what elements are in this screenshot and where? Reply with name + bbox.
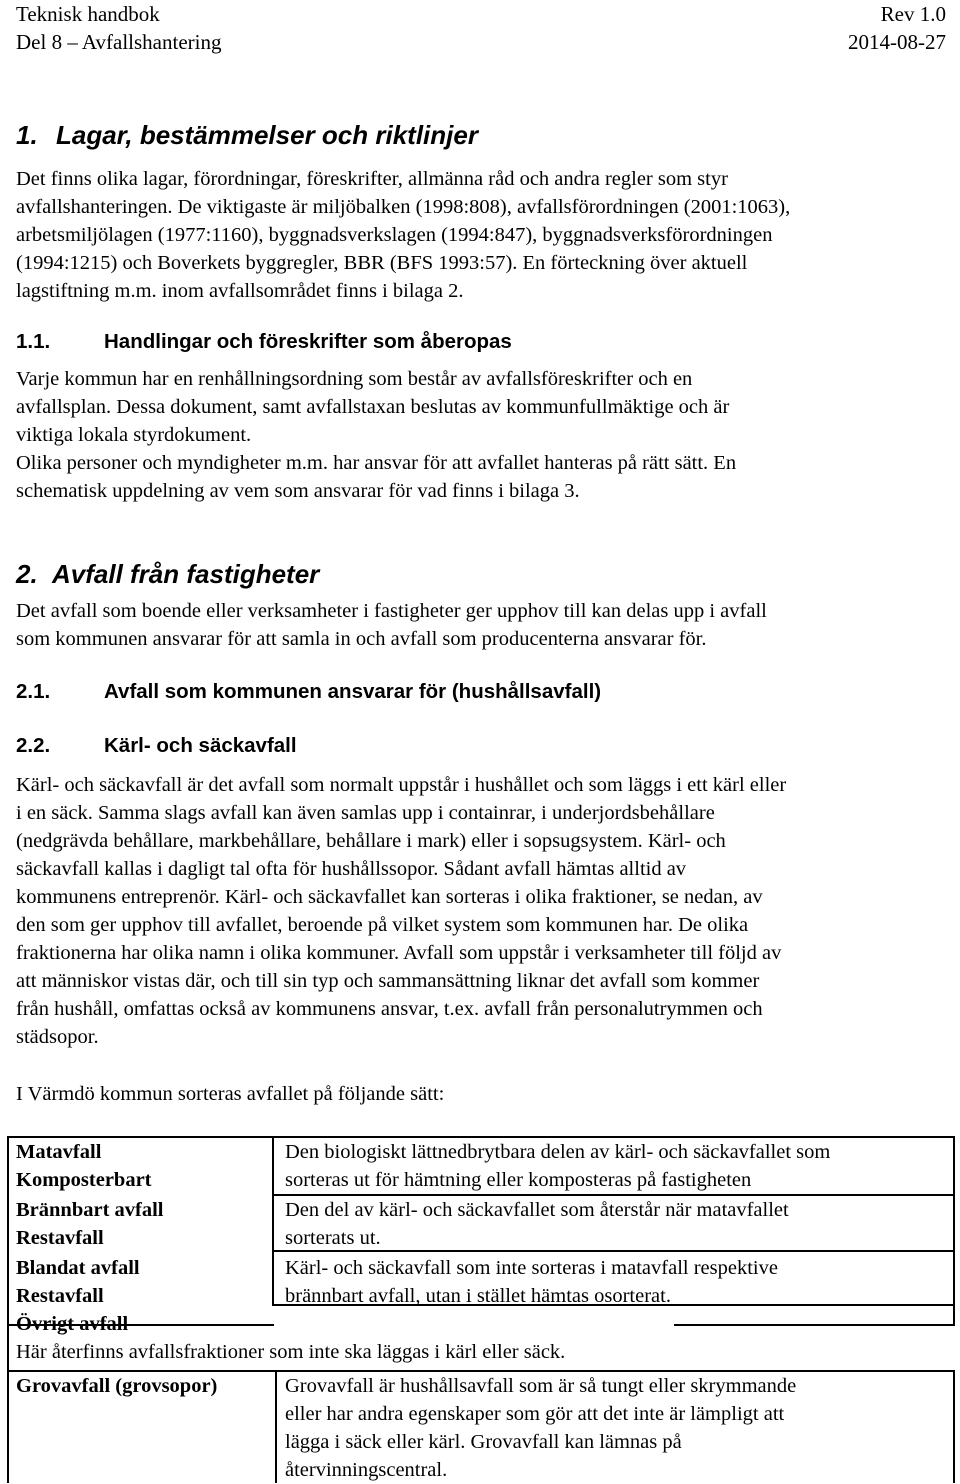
table-border-right (953, 1136, 955, 1324)
section-1-line: lagstiftning m.m. inom avfallsområdet finns i bilaga 2. (16, 280, 464, 302)
section-1-number: 1. (16, 120, 38, 150)
section-1-title: Lagar, bestämmelser och riktlinjer (56, 120, 478, 150)
section-2-2-line: Kärl- och säckavfall är det avfall som normalt uppstår i hushållet och som läggs i ett kärl eller (16, 774, 787, 796)
table-row-3-description: Kärl- och säckavfall som inte sorteras i matavfall respektive brännbart avfall, utan i stället hämtas osorterat. (285, 1257, 778, 1307)
section-1-1-line: Olika personer och myndigheter m.m. har ansvar för att avfallet hanteras på rätt sätt. En (16, 452, 737, 474)
section-1-1-title: Handlingar och föreskrifter som åberopas (104, 330, 512, 353)
table-grov-description: Grovavfall är hushållsavfall som är så tungt eller skrymmande eller har andra egenskaper som gör att det inte är lämpligt att lägga i säck eller kärl. Grovavfall kan lämnas på återvinningscentral. (285, 1375, 797, 1481)
section-2-line: som kommunen ansvarar för att samla in och avfall som producenterna ansvarar för. (16, 628, 707, 650)
section-2-number: 2. (16, 559, 38, 589)
doc-header (16, 0, 946, 60)
table-ovrigt-text: Här återfinns avfallsfraktioner som inte ska läggas i kärl eller säck. (16, 1341, 566, 1363)
table-border-right-lower (953, 1370, 955, 1483)
table-ovrigt-heading: Övrigt avfall (16, 1313, 129, 1335)
sorting-intro: I Värmdö kommun sorteras avfallet på följande sätt: (16, 1083, 445, 1105)
sorting-table (0, 1130, 960, 1483)
section-1-line: Det finns olika lagar, förordningar, föreskrifter, allmänna råd och andra regler som styr (16, 168, 728, 190)
table-row-2-fraction: Brännbart avfall Restavfall (16, 1199, 164, 1249)
section-2-2-line: kommunens entreprenör. Kärl- och säckavfallet kan sorteras i olika fraktioner, se nedan, av (16, 886, 763, 908)
section-1-heading (16, 120, 478, 151)
section-2-line: Det avfall som boende eller verksamheter i fastigheter ger upphov till kan delas upp i avfall (16, 600, 767, 622)
table-row-1-description: Den biologiskt lättnedbrytbara delen av kärl- och säckavfallet som sorteras ut för hämtning eller komposteras på fastigheten (285, 1141, 831, 1191)
section-1-1-heading (16, 330, 512, 354)
section-2-body (16, 597, 946, 653)
section-1-1-number: 1.1. (16, 330, 51, 353)
table-border-left (7, 1136, 9, 1483)
section-2-title: Avfall från fastigheter (52, 559, 320, 589)
section-2-heading (16, 559, 319, 590)
section-1-line: avfallshanteringen. De viktigaste är miljöbalken (1998:808), avfallsförordningen (2001:1063), (16, 196, 791, 218)
section-2-2-line: fraktionerna har olika namn i olika kommuner. Avfall som uppstår i verksamheter till följd av (16, 942, 782, 964)
section-2-1-heading (16, 680, 601, 704)
section-1-1-line: viktiga lokala styrdokument. (16, 424, 252, 446)
section-2-2-line: den som ger upphov till avfallet, beroende på vilket system som kommunen har. De olika (16, 914, 749, 936)
header-revision: Rev 1.0 (880, 2, 946, 26)
section-2-2-line: (nedgrävda behållare, markbehållare, behållare i mark) eller i sopsugsystem. Kärl- och (16, 830, 726, 852)
section-2-1-number: 2.1. (16, 680, 51, 703)
table-col-divider (275, 1370, 277, 1483)
section-2-2-line: i en säck. Samma slags avfall kan även samlas upp i containrar, i underjordsbehållare (16, 802, 715, 824)
section-2-2-line: från hushåll, omfattas också av kommunens ansvar, t.ex. avfall från personalutrymmen och (16, 998, 763, 1020)
section-1-1-body (16, 365, 946, 505)
header-doc-title: Teknisk handbok (16, 2, 160, 26)
section-1-line: (1994:1215) och Boverkets byggregler, BBR (BFS 1993:57). En förteckning över aktuell (16, 252, 748, 274)
table-col-divider (272, 1136, 274, 1304)
table-row-3-fraction: Blandat avfall Restavfall (16, 1257, 140, 1307)
table-grov-fraction: Grovavfall (grovsopor) (16, 1375, 218, 1397)
section-2-2-title: Kärl- och säckavfall (104, 734, 297, 757)
section-2-2-line: säckavfall kallas i dagligt tal ofta för hushållssopor. Sådant avfall hämtas alltid av (16, 858, 687, 880)
section-2-2-body (16, 771, 946, 1051)
section-2-2-line: städsopor. (16, 1026, 99, 1048)
section-1-1-line: avfallsplan. Dessa dokument, samt avfallstaxan beslutas av kommunfullmäktige och är (16, 396, 730, 418)
section-1-1-line: Varje kommun har en renhållningsordning som består av avfallsföreskrifter och en (16, 368, 693, 390)
section-2-2-line: att människor vistas där, och till sin typ och sammansättning liknar det avfall som kommer (16, 970, 760, 992)
section-1-1-line: schematisk uppdelning av vem som ansvarar för vad finns i bilaga 3. (16, 480, 580, 502)
section-2-2-number: 2.2. (16, 734, 51, 757)
section-2-1-title: Avfall som kommunen ansvarar för (hushållsavfall) (104, 680, 602, 703)
table-row-2-description: Den del av kärl- och säckavfallet som återstår när matavfallet sorterats ut. (285, 1199, 789, 1249)
table-row-divider (674, 1324, 955, 1326)
section-1-line: arbetsmiljölagen (1977:1160), byggnadsverkslagen (1994:847), byggnadsverksförordningen (16, 224, 773, 246)
header-date: 2014-08-27 (848, 30, 946, 54)
table-row-1-fraction: Matavfall Komposterbart (16, 1141, 152, 1191)
header-doc-part: Del 8 – Avfallshantering (16, 30, 222, 54)
section-1-body (16, 165, 946, 305)
section-2-2-heading (16, 734, 297, 758)
